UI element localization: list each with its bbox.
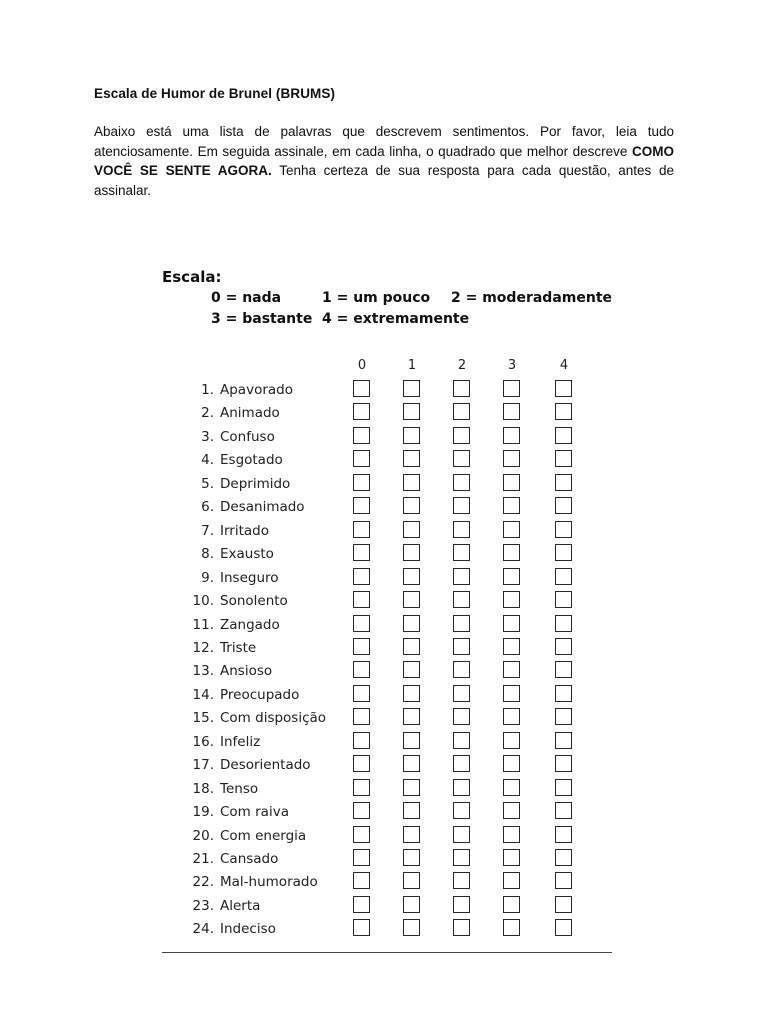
column-header-2: 2 [457,358,467,373]
instructions-emphasis: COMO VOCÊ SE SENTE AGORA. [94,143,674,178]
rating-checkbox-3[interactable] [503,638,520,655]
rating-checkbox-3[interactable] [503,802,520,819]
rating-checkbox-1[interactable] [403,755,420,772]
rating-checkbox-0[interactable] [353,849,370,866]
item-number: 11. [192,616,214,633]
rating-checkbox-1[interactable] [403,661,420,678]
rating-checkbox-0[interactable] [353,638,370,655]
item-row [0,403,768,426]
rating-checkbox-0[interactable] [353,380,370,397]
item-row [0,802,768,825]
item-row [0,450,768,473]
item-number: 21. [192,851,214,867]
item-row [0,779,768,802]
item-row [0,661,768,684]
rating-checkbox-1[interactable] [403,568,420,585]
rating-checkbox-1[interactable] [403,591,420,608]
legend-item-1: 1 = um pouco [322,290,431,306]
item-word: Cansado [220,851,279,867]
rating-checkbox-2[interactable] [453,380,470,397]
item-number: 20. [192,827,214,844]
rating-checkbox-0[interactable] [353,544,370,561]
rating-checkbox-3[interactable] [503,685,520,702]
rating-checkbox-1[interactable] [403,732,420,749]
rating-checkbox-4[interactable] [555,497,572,514]
item-word: Com disposição [220,710,327,727]
instructions-text: Abaixo está uma lista de palavras que descrevem sentimentos. Por favor, leia tudo atenciosamente. Em seguida assinale, em cada linha, o quadrado que melhor descreve [94,124,674,159]
item-row [0,427,768,450]
rating-checkbox-1[interactable] [403,380,420,397]
rating-checkbox-4[interactable] [555,521,572,538]
rating-checkbox-2[interactable] [453,568,470,585]
rating-checkbox-4[interactable] [555,755,572,772]
rating-checkbox-3[interactable] [503,615,520,632]
item-word: Deprimido [220,475,291,492]
rating-checkbox-0[interactable] [353,403,370,420]
item-word: Desanimado [220,499,305,516]
rating-checkbox-2[interactable] [453,708,470,725]
item-word: Mal-humorado [220,874,318,891]
rating-checkbox-1[interactable] [403,638,420,655]
rating-checkbox-2[interactable] [453,638,470,655]
item-row [0,708,768,731]
rating-checkbox-1[interactable] [403,450,420,467]
item-word: Irritado [220,522,269,539]
instructions-text-end: Tenha certeza de sua resposta para cada questão, antes de assinalar. [94,163,674,198]
rating-checkbox-4[interactable] [555,849,572,866]
rating-checkbox-4[interactable] [555,427,572,444]
item-number: 18. [192,780,214,797]
rating-checkbox-3[interactable] [503,896,520,913]
rating-checkbox-0[interactable] [353,802,370,819]
rating-checkbox-2[interactable] [453,474,470,491]
item-row [0,919,768,942]
bottom-divider [162,952,612,953]
item-word: Com raiva [220,804,289,821]
item-word: Sonolento [220,593,288,610]
rating-checkbox-0[interactable] [353,685,370,702]
rating-checkbox-2[interactable] [453,661,470,678]
rating-checkbox-4[interactable] [555,826,572,843]
rating-checkbox-0[interactable] [353,732,370,749]
rating-checkbox-2[interactable] [453,450,470,467]
item-word: Esgotado [220,452,283,469]
rating-checkbox-2[interactable] [453,403,470,420]
rating-checkbox-4[interactable] [555,661,572,678]
rating-checkbox-3[interactable] [503,826,520,843]
rating-checkbox-0[interactable] [353,615,370,632]
item-row [0,826,768,849]
item-word: Exausto [220,546,274,563]
rating-checkbox-1[interactable] [403,802,420,819]
column-header-4: 4 [559,358,569,373]
item-row [0,615,768,638]
rating-checkbox-3[interactable] [503,544,520,561]
rating-checkbox-2[interactable] [453,615,470,632]
rating-checkbox-1[interactable] [403,497,420,514]
rating-checkbox-1[interactable] [403,544,420,561]
rating-checkbox-4[interactable] [555,474,572,491]
rating-checkbox-2[interactable] [453,521,470,538]
item-row [0,521,768,544]
item-number: 9. [201,569,214,586]
rating-checkbox-4[interactable] [555,685,572,702]
item-row [0,896,768,919]
rating-checkbox-0[interactable] [353,896,370,913]
rating-checkbox-3[interactable] [503,403,520,420]
item-row [0,732,768,755]
rating-checkbox-0[interactable] [353,568,370,585]
column-header-3: 3 [507,358,517,373]
rating-checkbox-3[interactable] [503,708,520,725]
item-number: 10. [192,593,214,610]
rating-checkbox-0[interactable] [353,474,370,491]
rating-checkbox-3[interactable] [503,591,520,608]
rating-checkbox-3[interactable] [503,497,520,514]
rating-checkbox-4[interactable] [555,450,572,467]
rating-checkbox-4[interactable] [555,802,572,819]
column-header-1: 1 [407,358,417,373]
item-number: 15. [192,710,214,727]
rating-checkbox-0[interactable] [353,450,370,467]
rating-checkbox-3[interactable] [503,427,520,444]
item-word: Confuso [220,428,275,445]
item-word: Apavorado [220,382,293,398]
rating-checkbox-0[interactable] [353,872,370,889]
rating-checkbox-3[interactable] [503,521,520,538]
rating-checkbox-1[interactable] [403,685,420,702]
rating-checkbox-4[interactable] [555,544,572,561]
scale-label: Escala: [162,268,222,286]
item-number: 3. [201,428,214,445]
rating-checkbox-1[interactable] [403,919,420,936]
rating-checkbox-2[interactable] [453,872,470,889]
item-row [0,544,768,567]
instructions-paragraph [94,122,674,200]
rating-checkbox-0[interactable] [353,427,370,444]
item-row [0,380,768,403]
rating-checkbox-3[interactable] [503,755,520,772]
rating-checkbox-4[interactable] [555,615,572,632]
item-word: Infeliz [220,733,261,750]
item-word: Com energia [220,827,307,844]
rating-checkbox-4[interactable] [555,872,572,889]
legend-item-4: 4 = extremamente [322,311,470,327]
item-word: Alerta [220,897,261,914]
rating-checkbox-0[interactable] [353,755,370,772]
item-row [0,872,768,895]
item-number: 23. [192,897,214,914]
rating-checkbox-1[interactable] [403,779,420,796]
rating-checkbox-0[interactable] [353,591,370,608]
rating-checkbox-0[interactable] [353,826,370,843]
rating-checkbox-0[interactable] [353,708,370,725]
item-word: Desorientado [220,757,311,774]
column-header-0: 0 [357,358,367,373]
rating-checkbox-3[interactable] [503,380,520,397]
rating-checkbox-0[interactable] [353,919,370,936]
rating-checkbox-2[interactable] [453,919,470,936]
rating-checkbox-0[interactable] [353,497,370,514]
item-number: 16. [192,733,214,750]
rating-checkbox-2[interactable] [453,826,470,843]
rating-checkbox-4[interactable] [555,591,572,608]
item-number: 19. [192,804,214,821]
item-number: 2. [201,405,214,422]
rating-checkbox-1[interactable] [403,708,420,725]
rating-checkbox-4[interactable] [555,919,572,936]
item-row [0,497,768,520]
rating-checkbox-4[interactable] [555,380,572,397]
item-row [0,755,768,778]
rating-checkbox-4[interactable] [555,779,572,796]
rating-checkbox-0[interactable] [353,779,370,796]
rating-checkbox-3[interactable] [503,450,520,467]
item-word: Preocupado [220,686,300,703]
rating-checkbox-2[interactable] [453,544,470,561]
item-word: Tenso [220,780,259,797]
rating-checkbox-2[interactable] [453,802,470,819]
rating-checkbox-3[interactable] [503,779,520,796]
rating-checkbox-1[interactable] [403,521,420,538]
rating-checkbox-4[interactable] [555,896,572,913]
rating-checkbox-4[interactable] [555,732,572,749]
rating-checkbox-1[interactable] [403,896,420,913]
item-word: Indeciso [220,921,276,938]
rating-checkbox-3[interactable] [503,661,520,678]
item-number: 12. [192,639,214,656]
rating-checkbox-2[interactable] [453,755,470,772]
rating-checkbox-1[interactable] [403,427,420,444]
item-word: Animado [220,405,280,422]
rating-checkbox-2[interactable] [453,849,470,866]
item-number: 14. [192,686,214,703]
item-number: 8. [201,546,214,563]
rating-checkbox-3[interactable] [503,919,520,936]
legend-item-3: 3 = bastante [211,311,313,327]
rating-checkbox-1[interactable] [403,474,420,491]
rating-checkbox-2[interactable] [453,427,470,444]
rating-checkbox-3[interactable] [503,732,520,749]
legend-item-2: 2 = moderadamente [451,290,612,306]
rating-checkbox-2[interactable] [453,732,470,749]
item-number: 6. [201,499,214,516]
rating-checkbox-3[interactable] [503,849,520,866]
rating-checkbox-1[interactable] [403,849,420,866]
rating-checkbox-4[interactable] [555,638,572,655]
rating-checkbox-1[interactable] [403,615,420,632]
item-number: 24. [192,921,214,938]
item-word: Ansioso [220,663,273,680]
rating-checkbox-1[interactable] [403,826,420,843]
rating-checkbox-3[interactable] [503,568,520,585]
rating-checkbox-1[interactable] [403,403,420,420]
document-title: Escala de Humor de Brunel (BRUMS) [94,86,336,101]
rating-checkbox-2[interactable] [453,896,470,913]
item-word: Triste [220,639,257,656]
rating-checkbox-4[interactable] [555,568,572,585]
item-word: Zangado [220,616,280,633]
item-number: 1. [201,382,214,398]
rating-checkbox-0[interactable] [353,661,370,678]
item-row [0,638,768,661]
rating-checkbox-0[interactable] [353,521,370,538]
item-number: 7. [201,522,214,539]
rating-checkbox-4[interactable] [555,403,572,420]
item-row [0,685,768,708]
item-row [0,591,768,614]
item-number: 17. [192,757,214,774]
item-number: 13. [192,663,214,680]
rating-checkbox-1[interactable] [403,872,420,889]
rating-checkbox-3[interactable] [503,474,520,491]
item-row [0,474,768,497]
rating-checkbox-2[interactable] [453,685,470,702]
rating-checkbox-2[interactable] [453,591,470,608]
item-word: Inseguro [220,569,279,586]
item-number: 5. [201,475,214,492]
item-row [0,849,768,872]
legend-item-0: 0 = nada [211,290,282,306]
rating-checkbox-2[interactable] [453,497,470,514]
item-number: 22. [192,874,214,891]
item-row [0,568,768,591]
rating-checkbox-4[interactable] [555,708,572,725]
item-number: 4. [201,452,214,469]
rating-checkbox-3[interactable] [503,872,520,889]
rating-checkbox-2[interactable] [453,779,470,796]
